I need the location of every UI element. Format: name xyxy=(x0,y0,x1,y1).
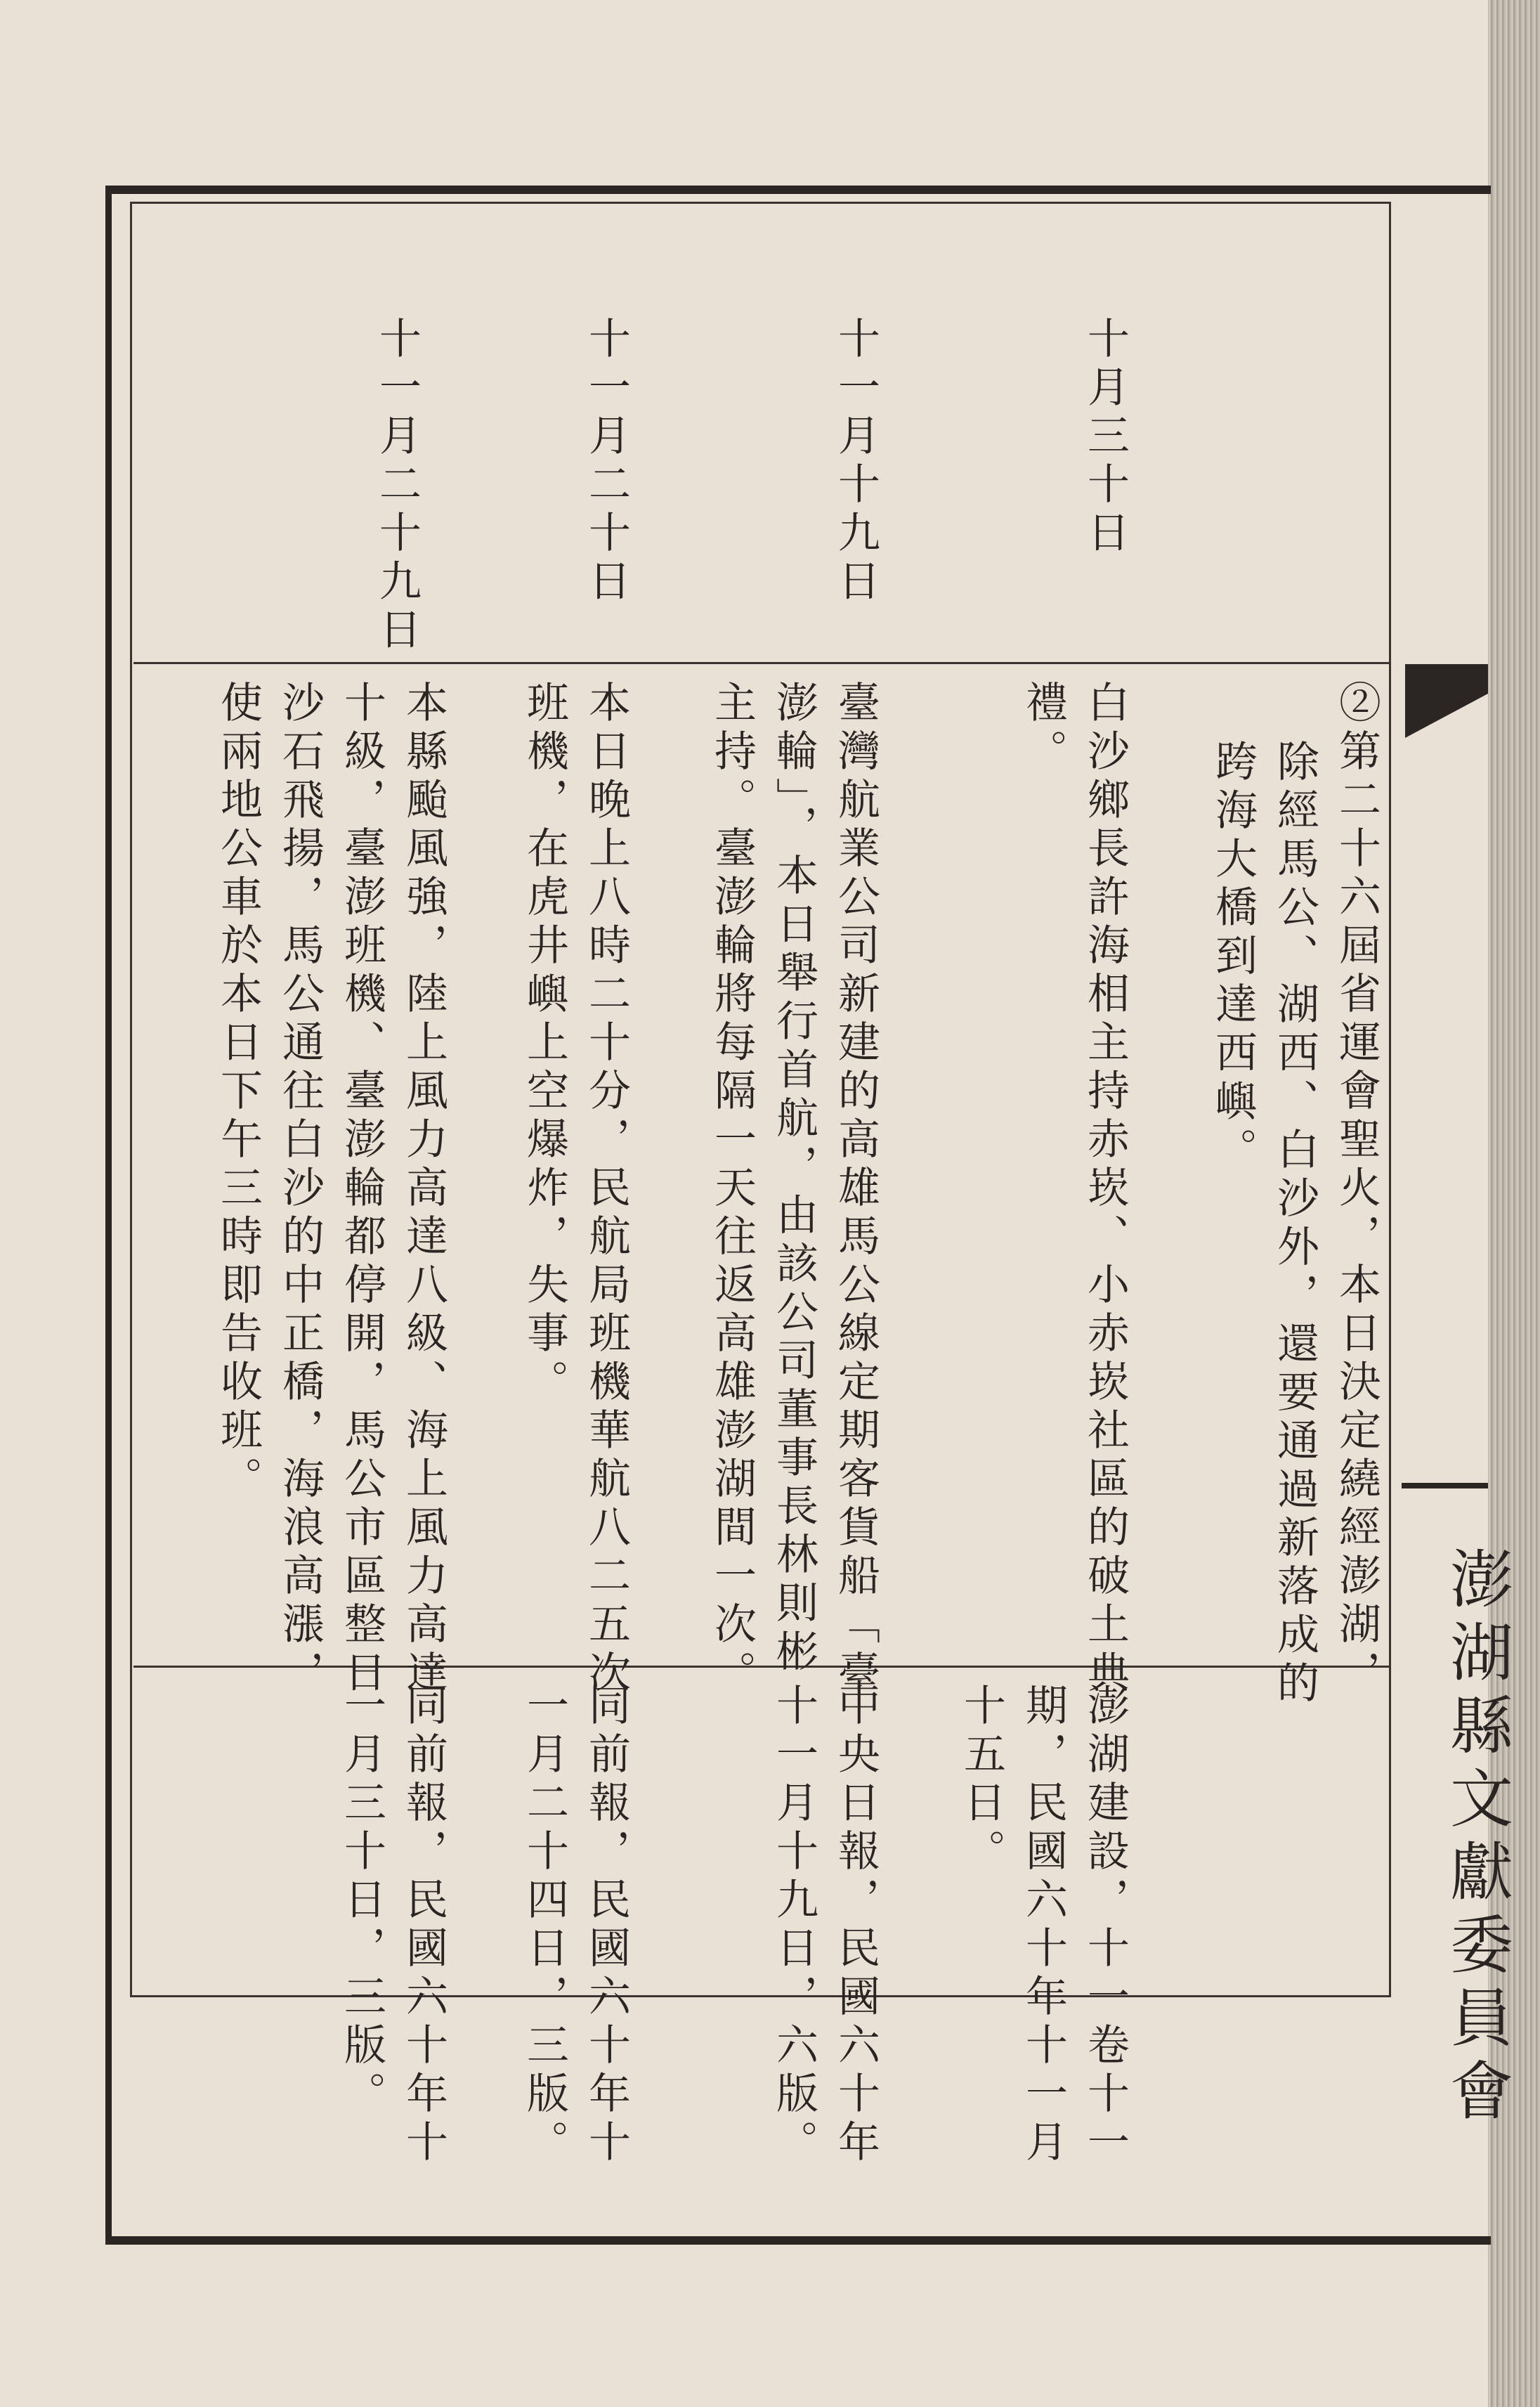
event-text: 白沙鄉長許海相主持赤崁、小赤崁社區的破土典 xyxy=(1081,680,1130,1699)
source-text: 一月二十四日，三版。 xyxy=(520,1683,569,2168)
event-text: 班機，在虎井嶼上空爆炸，失事。 xyxy=(520,680,569,1408)
source-text: 中央日報，民國六十年 xyxy=(831,1683,880,2168)
event-note-text: ②第二十六屆省運會聖火，本日決定繞經澎湖， xyxy=(1332,680,1381,1699)
source-text: 同前報，民國六十年十 xyxy=(399,1683,448,2168)
event-text: 十級，臺澎班機、臺澎輪都停開，馬公市區整日 xyxy=(337,680,386,1699)
date-entry: 十月三十日 xyxy=(1081,316,1130,559)
event-text: 臺灣航業公司新建的高雄馬公線定期客貨船「臺 xyxy=(831,680,880,1699)
date-entry: 十一月二十九日 xyxy=(372,316,422,656)
source-text: 期，民國六十年十一月 xyxy=(1019,1683,1068,2168)
event-text: 澎輪」，本日舉行首航，由該公司董事長林則彬 xyxy=(769,680,818,1678)
event-text: 主持。臺澎輪將每隔一天往返高雄澎湖間一次。 xyxy=(707,680,757,1699)
event-note-text: 跨海大橋到達西嶼。 xyxy=(1208,739,1258,1176)
source-text: 一月三十日，三版。 xyxy=(337,1683,386,2120)
event-text: 本日晚上八時二十分，民航局班機華航八二五次 xyxy=(582,680,631,1699)
margin-tab-line xyxy=(1402,1483,1488,1488)
event-text: 禮。 xyxy=(1019,680,1068,777)
source-text: 澎湖建設，十一卷十一 xyxy=(1081,1683,1130,2168)
date-entry: 十一月二十日 xyxy=(582,316,631,607)
source-text: 十一月十九日，六版。 xyxy=(769,1683,818,2168)
event-text: 本縣颱風強，陸上風力高達八級、海上風力高達 xyxy=(399,680,448,1699)
source-text: 十五日。 xyxy=(957,1683,1006,1877)
side-title: 澎湖縣文獻委員會 xyxy=(1439,1546,1513,2131)
date-entry: 十一月十九日 xyxy=(831,316,880,607)
event-text: 使兩地公車於本日下午三時即告收班。 xyxy=(214,680,263,1505)
event-note-text: 除經馬公、湖西、白沙外，還要通過新落成的 xyxy=(1270,739,1319,1709)
row-divider-top xyxy=(133,662,1391,664)
event-text: 沙石飛揚，馬公通往白沙的中正橋，海浪高漲， xyxy=(275,680,325,1699)
source-text: 同前報，民國六十年十 xyxy=(582,1683,631,2168)
